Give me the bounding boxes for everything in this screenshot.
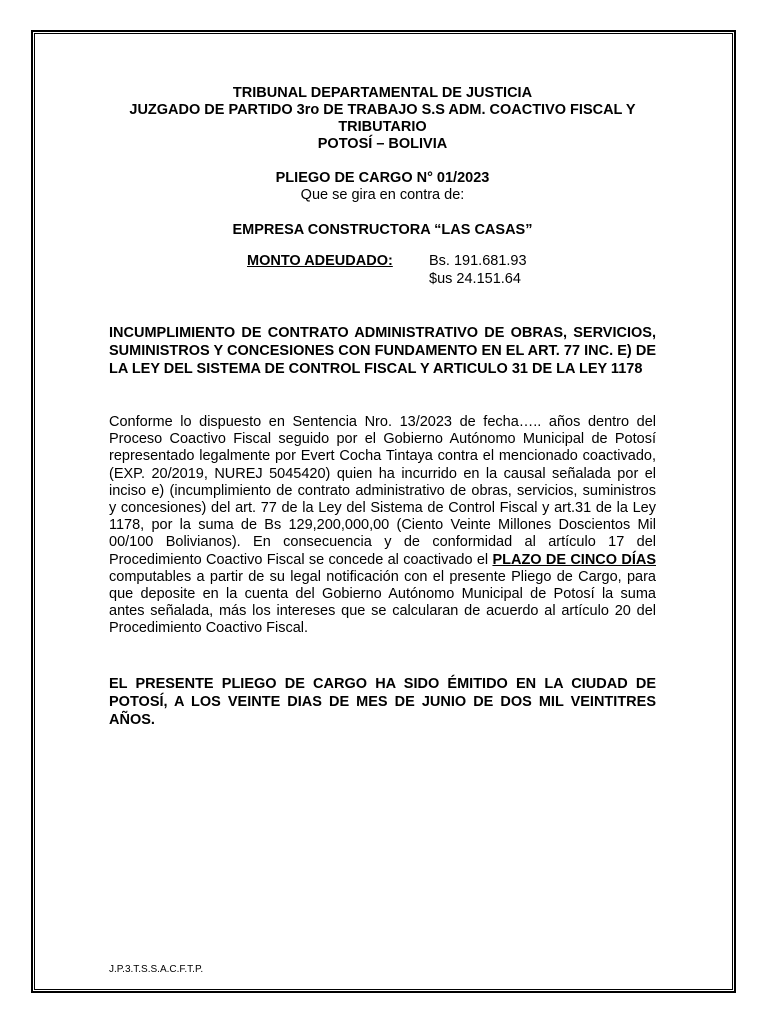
footer-reference-code: J.P.3.T.S.S.A.C.F.T.P. bbox=[109, 964, 204, 975]
amount-owed-label: MONTO ADEUDADO: bbox=[247, 253, 393, 269]
header-line-juzgado: JUZGADO DE PARTIDO 3ro DE TRABAJO S.S ADM. COACTIVO FISCAL Y bbox=[129, 102, 636, 118]
body-text-part1: Conforme lo dispuesto en Sentencia Nro. 13/2023 de fecha….. años dentro del Proceso Coactivo Fiscal seguido por el Gobierno Autónomo Municipal de Potosí representado legalmente por Evert Cocha Tintaya contra el mencionado coactivado, (EXP. 20/2019, NUREJ 5045420) quien ha incurrido en la causal señalada por el inciso e) (incumplimiento de contrato administrativo de obras, servicios, suministros y concesiones) del art. 77 de la Ley del Sistema de Control Fiscal y art.31 de la Ley 1178, por la suma de Bs 129,200,000,00 (Ciento Veinte Millones Doscientos Mil 00/100 Bolivianos). En consecuencia y de conformidad al artículo 17 del Procedimiento Coactivo Fiscal se concede al coactivado el bbox=[109, 414, 656, 568]
court-header bbox=[109, 85, 656, 153]
document-content bbox=[109, 85, 656, 729]
header-line-tribunal: TRIBUNAL DEPARTAMENTAL DE JUSTICIA bbox=[232, 85, 533, 101]
company-name: EMPRESA CONSTRUCTORA “LAS CASAS” bbox=[232, 222, 533, 238]
header-line-location: POTOSÍ – BOLIVIA bbox=[317, 136, 448, 152]
body-text-part2: computables a partir de su legal notificación con el presente Pliego de Cargo, para que deposite en la cuenta del Gobierno Autónomo Municipal de Potosí la suma antes señalada, más los intereses que se calcularan de acuerdo al artículo 20 del Procedimiento Coactivo Fiscal. bbox=[109, 568, 656, 637]
document-title: PLIEGO DE CARGO N° 01/2023 bbox=[275, 170, 490, 186]
document-subtitle: Que se gira en contra de: bbox=[300, 187, 465, 203]
amount-owed-block bbox=[109, 252, 656, 290]
header-line-tributario: TRIBUTARIO bbox=[338, 119, 427, 135]
body-paragraph bbox=[109, 414, 656, 638]
charge-subject: INCUMPLIMIENTO DE CONTRATO ADMINISTRATIVO DE OBRAS, SERVICIOS, SUMINISTROS Y CONCESIONES CON FUNDAMENTO EN EL ART. 77 INC. E) DE LA LEY DEL SISTEMA DE CONTROL FISCAL Y ARTICULO 31 DE LA LEY 1178 bbox=[109, 325, 656, 377]
deadline-highlight: PLAZO DE CINCO DÍAS bbox=[492, 551, 656, 568]
amount-usd: $us 24.151.64 bbox=[429, 271, 521, 287]
closing-statement: EL PRESENTE PLIEGO DE CARGO HA SIDO ÉMITIDO EN LA CIUDAD DE POTOSÍ, A LOS VEINTE DIAS DE MES DE JUNIO DE DOS MIL VEINTITRES AÑOS. bbox=[109, 675, 656, 728]
amount-owed-values bbox=[429, 252, 527, 288]
amount-bs: Bs. 191.681.93 bbox=[429, 253, 527, 269]
